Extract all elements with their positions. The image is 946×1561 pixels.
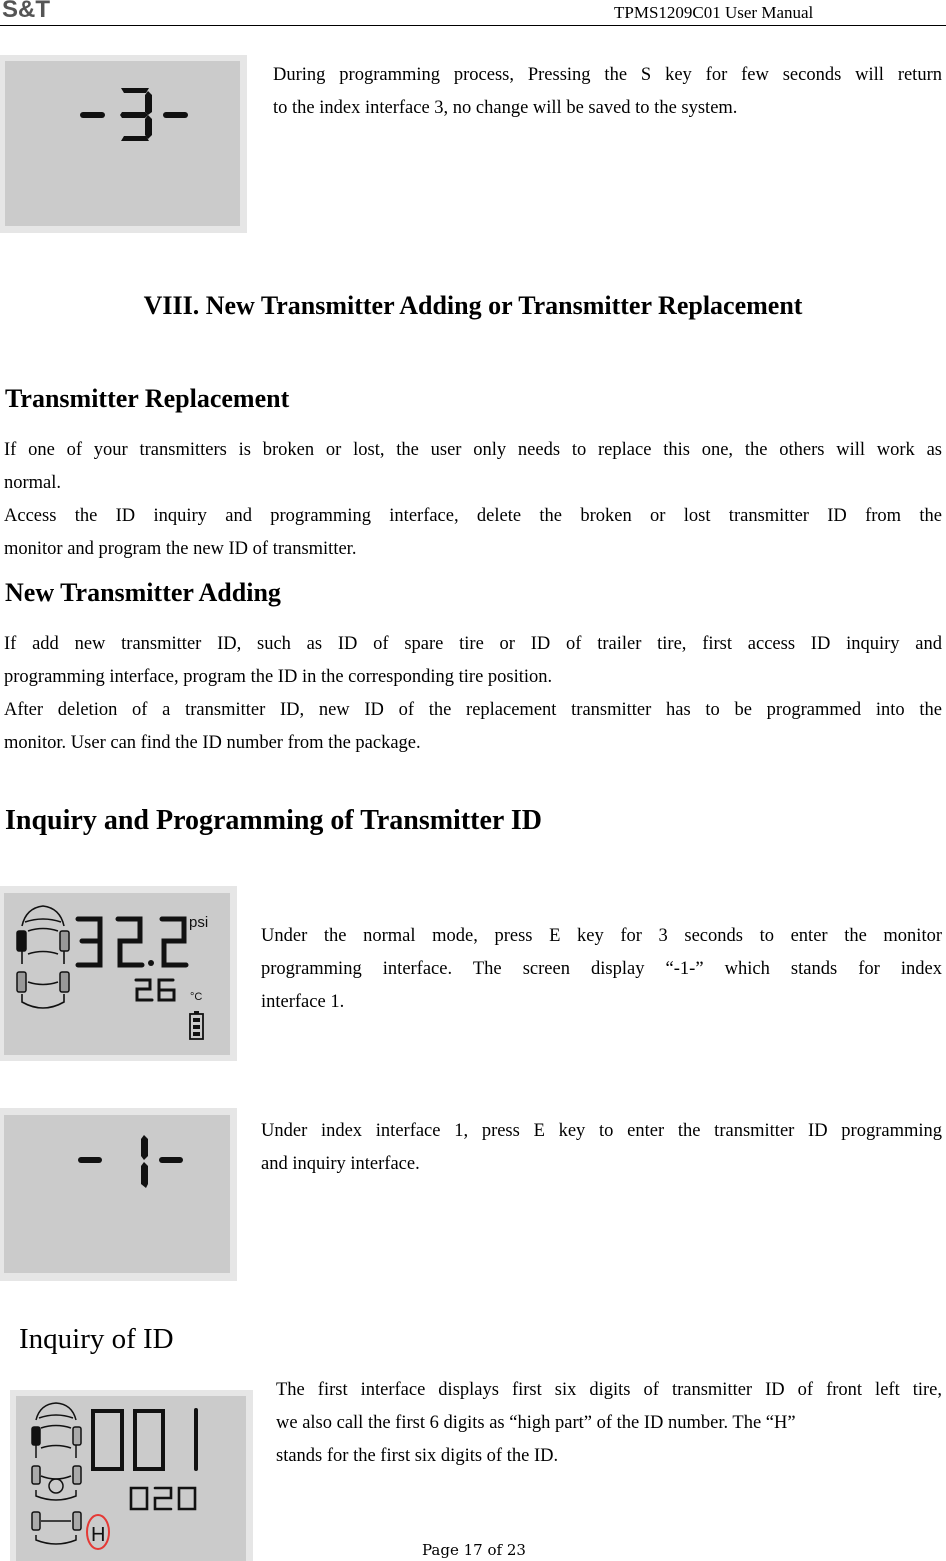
inquiry-of-id-description: The first interface displays first six digits of transmitter ID of front left tire, we also call the first 6 digits as “high part” of the ID number. The “H” stands for the first six digits of the ID. — [276, 1380, 942, 1466]
section-heading-replacement: Transmitter Replacement — [5, 384, 290, 413]
lcd-index3-figure — [0, 55, 247, 233]
lcd-inquiry-high-display — [10, 1390, 253, 1561]
section-heading-inquiry-programming: Inquiry and Programming of Transmitter ID — [5, 805, 542, 836]
svg-text:psi: psi — [189, 914, 209, 931]
battery-full-icon — [190, 1011, 203, 1039]
svg-text:°C: °C — [190, 991, 203, 1003]
index3-description: During programming process, Pressing the S key for few seconds will return to the index interface 3, no change will be saved to the system. — [273, 65, 942, 118]
step1-description: Under the normal mode, press E key for 3 seconds to enter the monitor programming interface. The screen display “-1-” which stands for index interface 1. — [261, 926, 942, 1012]
high-part-marker-icon — [87, 1515, 109, 1549]
section-heading-inquiry-of-id: Inquiry of ID — [19, 1323, 174, 1355]
section-heading-adding: New Transmitter Adding — [5, 578, 281, 607]
lcd-index3-display — [0, 55, 247, 233]
chapter-title: VIII. New Transmitter Adding or Transmitter Replacement — [143, 291, 803, 320]
company-logo: S&T — [2, 0, 50, 23]
lcd-index1-display — [0, 1108, 237, 1281]
lcd-normal-mode-figure — [0, 886, 237, 1061]
adding-paragraph: If add new transmitter ID, such as ID of spare tire or ID of trailer tire, first access ID inquiry and programming interface, program the ID in the corresponding tire position. After deletion of a transmitter ID, new ID of the replacement transmitter has to be programmed into the monitor. User can find the ID number from the package. — [4, 634, 942, 753]
lcd-index1-figure — [0, 1108, 237, 1281]
document-title: TPMS1209C01 User Manual — [614, 3, 814, 22]
car-outline-icon — [22, 906, 64, 1008]
lcd-normal-mode-display — [0, 886, 237, 1061]
header-divider — [0, 25, 946, 26]
step2-description: Under index interface 1, press E key to enter the transmitter ID programming and inquiry interface. — [261, 1121, 942, 1174]
svg-text:H: H — [91, 1524, 106, 1546]
replacement-paragraph: If one of your transmitters is broken or lost, the user only needs to replace this one, the others will work as normal. Access the ID inquiry and programming interface, delete the broken or lost transmitter ID from the monitor and program the new ID of transmitter. — [4, 440, 942, 559]
page-number: Page 17 of 23 — [422, 1541, 526, 1559]
car-trailer-outline-icon — [36, 1403, 76, 1544]
lcd-inquiry-high-figure — [10, 1390, 253, 1561]
